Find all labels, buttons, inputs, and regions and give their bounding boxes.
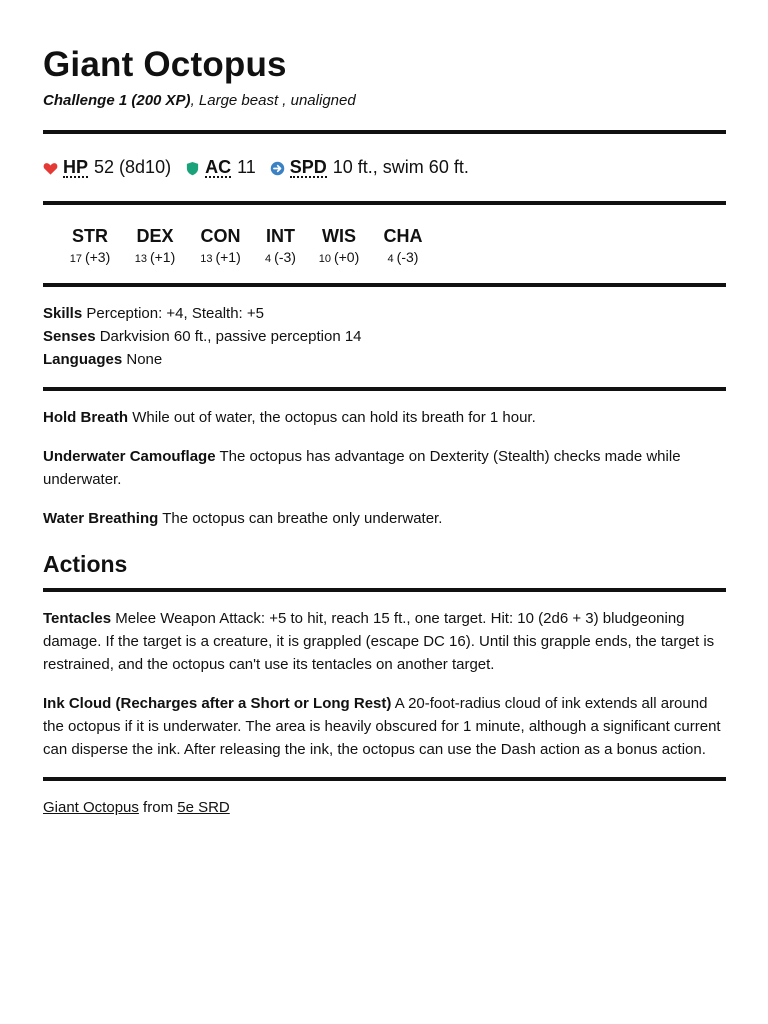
arrow-right-circle-icon	[270, 160, 285, 175]
action	[43, 607, 726, 676]
trait-text: The octopus can breathe only underwater.	[162, 510, 443, 527]
source-link[interactable]: 5e SRD	[177, 799, 230, 816]
action-text: A 20-foot-radius cloud of ink extends all around the octopus if it is underwater. The area is heavily obscured for 1 minute, although a significant current can disperse the ink. After releasing the ink, the octopus can use the Dash action as a bonus action.	[43, 695, 721, 758]
ability-str	[58, 225, 122, 269]
ac-value: 11	[237, 157, 256, 177]
shield-icon	[185, 160, 200, 175]
hp-value: 52 (8d10)	[94, 157, 172, 177]
speed-stat	[270, 157, 469, 178]
source-attribution	[43, 798, 726, 818]
ac-stat	[185, 157, 256, 178]
languages-line	[43, 348, 726, 371]
action-name: Ink Cloud (Recharges after a Short or Long Rest)	[43, 695, 392, 712]
ability-score: 13	[200, 253, 213, 265]
creature-type: , Large beast , unaligned	[190, 92, 356, 109]
trait-name: Hold Breath	[43, 409, 129, 426]
ability-con	[188, 225, 253, 269]
divider	[43, 777, 726, 781]
trait	[43, 406, 726, 429]
senses-line	[43, 325, 726, 348]
property-value: Darkvision 60 ft., passive perception 14	[99, 328, 362, 345]
properties-list	[43, 287, 726, 387]
ability-modifier: (+3)	[84, 249, 111, 265]
property-value: None	[126, 351, 163, 368]
ability-name: STR	[72, 226, 108, 246]
trait	[43, 445, 726, 491]
creature-subtitle	[43, 91, 726, 111]
property-label: Languages	[43, 351, 123, 368]
ability-int	[253, 225, 308, 269]
property-label: Skills	[43, 305, 83, 322]
trait-name: Water Breathing	[43, 510, 159, 527]
stat-block	[43, 44, 726, 818]
ability-score: 4	[265, 253, 272, 265]
page-title: Giant Octopus	[43, 45, 287, 84]
ability-modifier: (-3)	[274, 249, 296, 265]
trait	[43, 507, 726, 530]
speed-label[interactable]: SPD	[289, 156, 327, 177]
action	[43, 692, 726, 761]
ability-scores	[43, 205, 726, 283]
actions-list	[43, 592, 726, 761]
ability-name: INT	[266, 226, 295, 246]
speed-value: 10 ft., swim 60 ft.	[332, 157, 469, 177]
ability-name: DEX	[136, 226, 174, 246]
creature-link[interactable]: Giant Octopus	[43, 799, 139, 816]
ability-score: 10	[318, 253, 331, 265]
heart-icon	[43, 160, 58, 175]
ability-score: 17	[69, 253, 82, 265]
actions-heading: Actions	[43, 551, 128, 577]
hp-stat	[43, 157, 171, 178]
ability-modifier: (+1)	[215, 249, 241, 265]
hp-label[interactable]: HP	[63, 156, 89, 177]
action-text: Melee Weapon Attack: +5 to hit, reach 15 ft., one target. Hit: 10 (2d6 + 3) bludgeoning damage. If the target is a creature, it is grappled (escape DC 16). Until this grapple ends, the target is restrained, and the octopus can't use its tentacles on another target.	[43, 610, 715, 673]
challenge-rating: Challenge 1 (200 XP)	[43, 92, 191, 109]
skills-line	[43, 302, 726, 325]
ability-wis	[308, 225, 370, 269]
trait-name: Underwater Camouflage	[43, 448, 216, 465]
ability-name: CON	[200, 226, 241, 246]
property-label: Senses	[43, 328, 96, 345]
ability-dex	[122, 225, 188, 269]
ability-name: CHA	[383, 226, 423, 246]
property-value: Perception: +4, Stealth: +5	[86, 305, 264, 322]
ability-modifier: (+0)	[333, 249, 360, 265]
vitals-row	[43, 134, 726, 201]
ability-modifier: (+1)	[149, 249, 176, 265]
ability-cha	[370, 225, 436, 269]
ability-score: 4	[387, 253, 394, 265]
traits-list	[43, 391, 726, 530]
attribution-text: from	[138, 799, 178, 816]
action-name: Tentacles	[43, 610, 112, 627]
ability-score: 13	[134, 253, 147, 265]
trait-text: The octopus has advantage on Dexterity (Stealth) checks made while underwater.	[43, 448, 681, 488]
ability-name: WIS	[322, 226, 356, 246]
ac-label[interactable]: AC	[205, 156, 232, 177]
ability-modifier: (-3)	[396, 249, 419, 265]
trait-text: While out of water, the octopus can hold its breath for 1 hour.	[132, 409, 536, 426]
